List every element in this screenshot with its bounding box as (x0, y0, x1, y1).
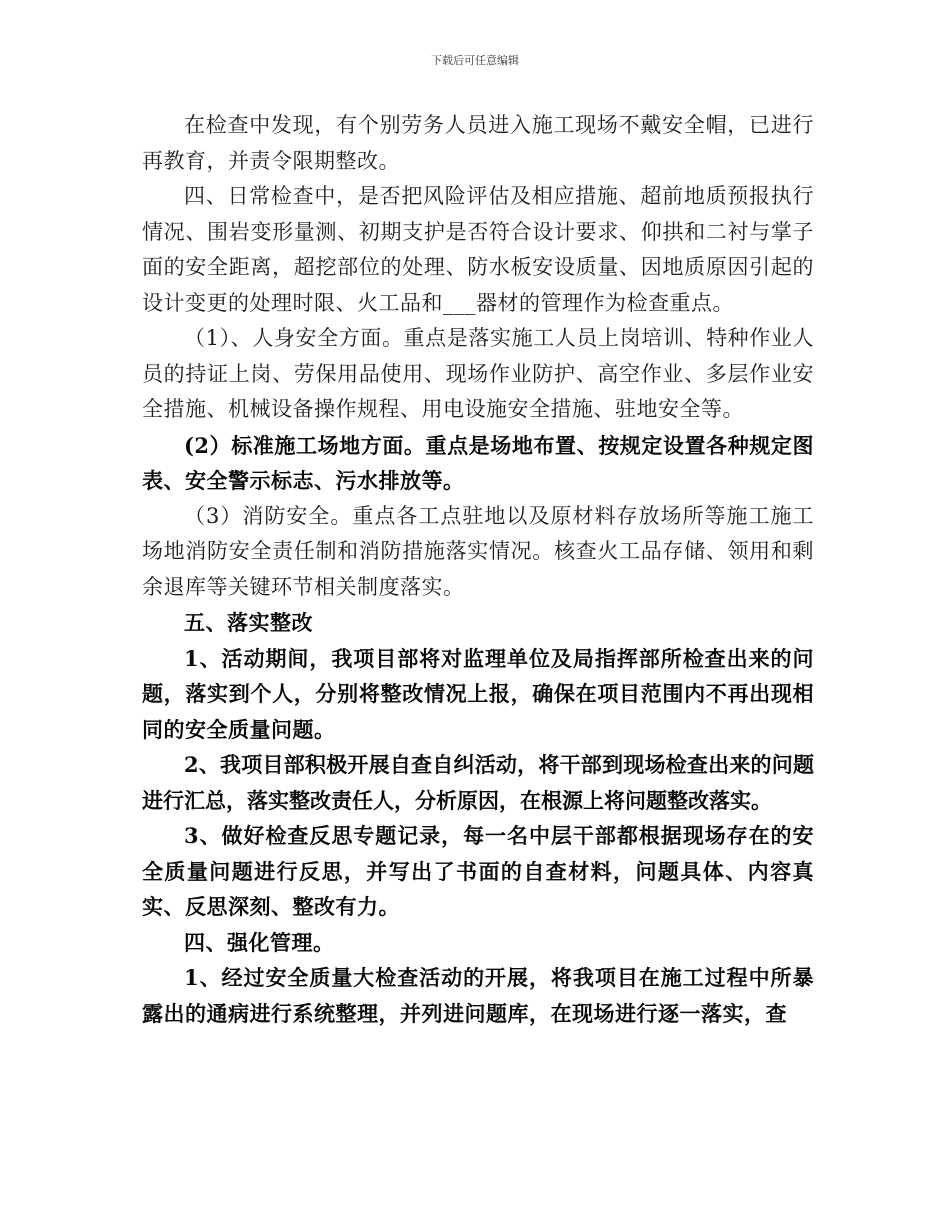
heading-strengthen-management: 四、强化管理。 (184, 929, 335, 955)
paragraph-helmet-finding: 在检查中发现，有个别劳务人员进入施工现场不戴安全帽，已进行再教育，并责令限期整改。 (142, 113, 814, 173)
paragraph-rectify-3: 3、做好检查反思专题记录，每一名中层干部都根据现场存在的安全质量问题进行反思，并写出了书面的自查材料，问题具体、内容真实、反思深刻、整改有力。 (142, 823, 814, 919)
page-header: 下载后可任意编辑 (431, 54, 519, 67)
paragraph-fire-safety: （3）消防安全。重点各工点驻地以及原材料存放场所等施工施工场地消防安全责任制和消防措施落实情况。核查火工品存储、领用和剩余退库等关键环节相关制度落实。 (142, 503, 814, 599)
document-body (142, 108, 814, 1031)
paragraph-standard-site: (2）标准施工场地方面。重点是场地布置、按规定设置各种规定图表、安全警示标志、污水排放等。 (142, 432, 814, 493)
paragraph-rectify-2: 2、我项目部积极开展自查自纠活动，将干部到现场检查出来的问题进行汇总，落实整改责任人，分析原因，在根源上将问题整改落实。 (142, 752, 814, 813)
heading-rectification: 五、落实整改 (184, 610, 313, 635)
paragraph-daily-inspection: 四、日常检查中，是否把风险评估及相应措施、超前地质预报执行情况、围岩变形量测、初期支护是否符合设计要求、仰拱和二衬与掌子面的安全距离，超挖部位的处理、防水板安设质量、因地质原因引起的设计变更的处理时限、火工品和___器材的管理作为检查重点。 (142, 184, 814, 315)
paragraph-personal-safety: （1）、人身安全方面。重点是落实施工人员上岗培训、特种作业人员的持证上岗、劳保用品使用、现场作业防护、高空作业、多层作业安全措施、机械设备操作规程、用电设施安全措施、驻地安全等。 (142, 326, 814, 421)
paragraph-management-1: 1、经过安全质量大检查活动的开展，将我项目在施工过程中所暴露出的通病进行系统整理，并列进问题库，在现场进行逐一落实，查 (142, 965, 814, 1026)
paragraph-rectify-1: 1、活动期间，我项目部将对监理单位及局指挥部所检查出来的问题，落实到个人，分别将整改情况上报，确保在项目范围内不再出现相同的安全质量问题。 (142, 645, 814, 742)
